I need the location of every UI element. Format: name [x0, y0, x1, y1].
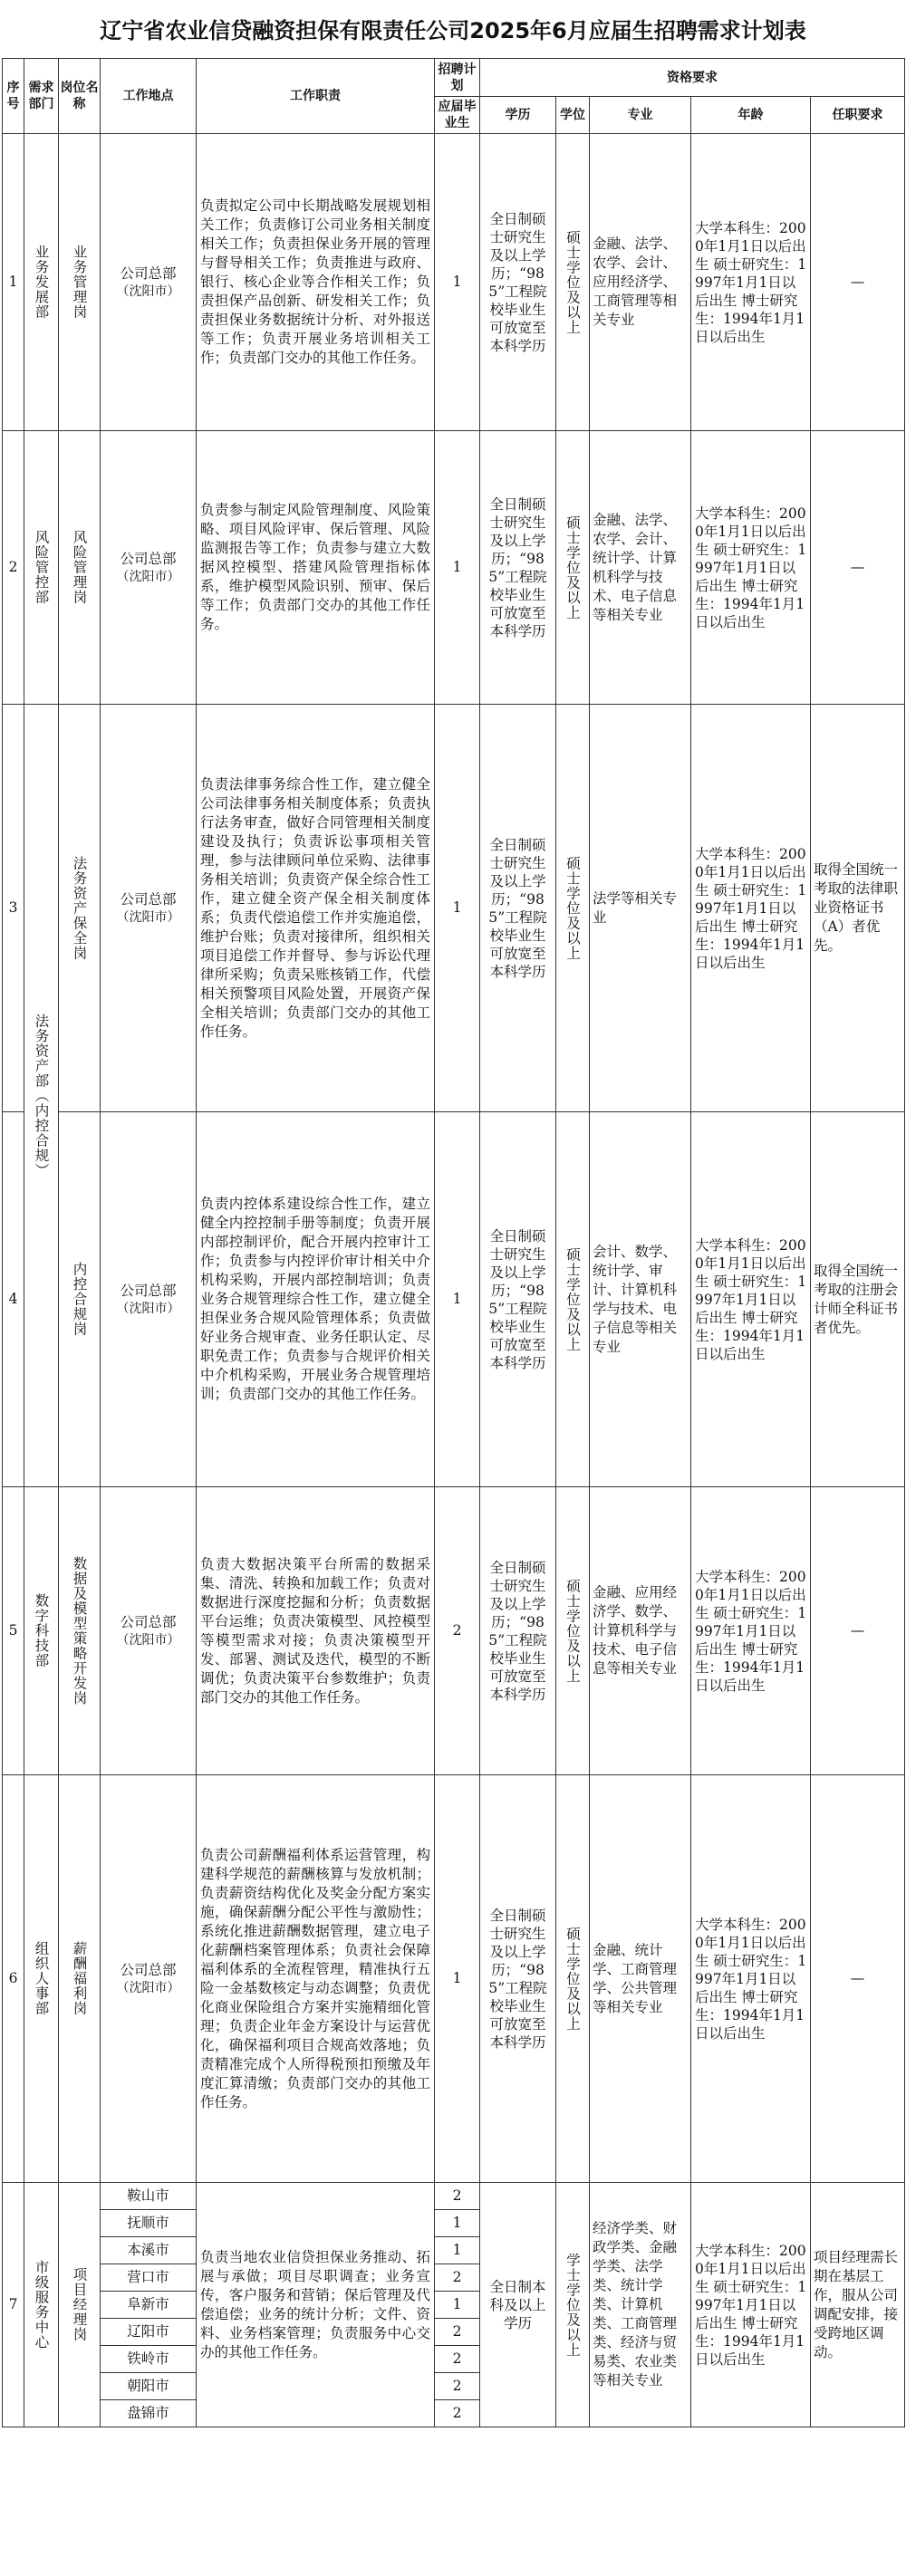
table-row	[3, 1775, 905, 2183]
row-count: 1	[435, 134, 480, 431]
city-count: 2	[435, 2183, 480, 2210]
location-sub: （沈阳市）	[116, 569, 180, 584]
row-seq: 1	[3, 134, 24, 431]
header-plan: 招聘计划	[435, 59, 480, 97]
header-post: 岗位名称	[59, 59, 101, 134]
row-req: 取得全国统一考取的注册会计师全科证书者优先。	[811, 1112, 905, 1487]
header-age: 年龄	[691, 97, 811, 134]
row-dept: 业务发展部	[33, 245, 50, 320]
row-degree: 硕士学位及以上	[564, 1578, 581, 1684]
row-post: 内控合规岗	[71, 1262, 88, 1337]
city-count: 2	[435, 2319, 480, 2346]
header-edu: 学历	[480, 97, 556, 134]
city-name: 鞍山市	[101, 2183, 197, 2210]
location-main: 公司总部	[120, 550, 177, 567]
header-qual: 资格要求	[480, 59, 905, 97]
city-name: 铁岭市	[101, 2346, 197, 2373]
row-seq: 5	[3, 1487, 24, 1775]
row-count: 1	[435, 705, 480, 1112]
header-duty: 工作职责	[197, 59, 435, 134]
row-major: 金融、法学、农学、会计、统计学、计算机科学与技术、电子信息等相关专业	[590, 431, 691, 705]
table-row	[3, 1487, 905, 1775]
row-dept: 风险管控部	[33, 530, 50, 605]
row-edu: 全日制硕士研究生及以上学历；“985”工程院校毕业生可放宽至本科学历	[480, 431, 556, 705]
page-title: 辽宁省农业信贷融资担保有限责任公司2025年6月应届生招聘需求计划表	[100, 18, 806, 43]
row-major: 会计、数学、统计学、审计、计算机科学与技术、电子信息等相关专业	[590, 1112, 691, 1487]
row-location	[101, 1112, 197, 1487]
location-main: 公司总部	[120, 1613, 177, 1630]
location-sub: （沈阳市）	[116, 909, 180, 925]
header-req: 任职要求	[811, 97, 905, 134]
row-degree: 硕士学位及以上	[564, 514, 581, 620]
header-row-1	[3, 59, 905, 97]
row-duty: 负责拟定公司中长期战略发展规划相关工作；负责修订公司业务相关制度相关工作；负责担保业务开展的管理与督导相关工作；负责推进与政府、银行、核心企业等合作相关工作；负责担保产品创新、研发相关工作；负责担保业务数据统计分析、对外报送等工作；负责开展业务培训相关工作；负责部门交办的其他工作任务。	[197, 134, 435, 431]
row-duty: 负责当地农业信贷担保业务推动、拓展与承做；项目尽职调查；业务宣传，客户服务和营销；保后管理及代偿追偿；业务的统计分析；文件、资料、业务档案管理；负责服务中心交办的其他工作任务。	[197, 2183, 435, 2427]
row-post: 项目经理岗	[71, 2267, 88, 2342]
city-name: 辽阳市	[101, 2319, 197, 2346]
header-plan-sub: 应届毕业生	[435, 97, 480, 134]
table-row	[3, 1112, 905, 1487]
row-age: 大学本科生：2000年1月1日以后出生 硕士研究生：1997年1月1日以后出生 博士研究生：1994年1月1日以后出生	[691, 1112, 811, 1487]
city-count: 1	[435, 2237, 480, 2264]
location-main: 公司总部	[120, 264, 177, 282]
row-degree: 硕士学位及以上	[564, 855, 581, 961]
row-seq: 6	[3, 1775, 24, 2183]
row-age: 大学本科生：2000年1月1日以后出生 硕士研究生：1997年1月1日以后出生 博士研究生：1994年1月1日以后出生	[691, 705, 811, 1112]
row-seq: 3	[3, 705, 24, 1112]
table-row	[3, 134, 905, 431]
row-dept: 法务资产部（内控合规）	[33, 1013, 50, 1178]
row-req: 项目经理需长期在基层工作，服从公司调配安排，接受跨地区调动。	[811, 2183, 905, 2427]
location-main: 公司总部	[120, 890, 177, 908]
row-major: 金融、应用经济学、数学、计算机科学与技术、电子信息等相关专业	[590, 1487, 691, 1775]
table-row	[3, 705, 905, 1112]
row-count: 1	[435, 431, 480, 705]
row-req: 取得全国统一考取的法律职业资格证书（A）者优先。	[811, 705, 905, 1112]
row-post: 风险管理岗	[71, 530, 88, 605]
row-edu: 全日制硕士研究生及以上学历；“985”工程院校毕业生可放宽至本科学历	[480, 134, 556, 431]
row-count: 1	[435, 1112, 480, 1487]
row-seq: 2	[3, 431, 24, 705]
location-sub: （沈阳市）	[116, 284, 180, 299]
row-degree: 学士学位及以上	[564, 2252, 581, 2358]
row-edu: 全日制硕士研究生及以上学历；“985”工程院校毕业生可放宽至本科学历	[480, 1487, 556, 1775]
row-major: 经济学类、财政学类、金融学类、法学类、统计学类、计算机类、工商管理类、经济与贸易类、农业类等相关专业	[590, 2183, 691, 2427]
row-location	[101, 1775, 197, 2183]
row-req: —	[811, 1487, 905, 1775]
row-location	[101, 134, 197, 431]
row-count: 2	[435, 1487, 480, 1775]
row-post: 数据及模型策略开发岗	[71, 1556, 88, 1706]
row-edu: 全日制硕士研究生及以上学历；“985”工程院校毕业生可放宽至本科学历	[480, 1775, 556, 2183]
row-post: 业务管理岗	[71, 245, 88, 320]
location-main: 公司总部	[120, 1282, 177, 1299]
city-count: 1	[435, 2292, 480, 2319]
row-req: —	[811, 134, 905, 431]
city-name: 抚顺市	[101, 2210, 197, 2237]
city-name: 本溪市	[101, 2237, 197, 2264]
city-name: 盘锦市	[101, 2400, 197, 2427]
row-post: 法务资产保全岗	[71, 855, 88, 961]
table-row	[3, 2183, 905, 2210]
row-degree: 硕士学位及以上	[564, 1246, 581, 1352]
city-count: 2	[435, 2400, 480, 2427]
row-age: 大学本科生：2000年1月1日以后出生 硕士研究生：1997年1月1日以后出生 博士研究生：1994年1月1日以后出生	[691, 2183, 811, 2427]
row-major: 金融、统计学、工商管理学、公共管理等相关专业	[590, 1775, 691, 2183]
row-degree: 硕士学位及以上	[564, 229, 581, 335]
header-major: 专业	[590, 97, 691, 134]
row-location	[101, 431, 197, 705]
city-count: 2	[435, 2264, 480, 2292]
header-location: 工作地点	[101, 59, 197, 134]
row-location	[101, 1487, 197, 1775]
row-dept: 数字科技部	[33, 1593, 50, 1668]
recruitment-table	[2, 58, 905, 2427]
row-dept: 市级服务中心	[33, 2260, 50, 2350]
row-duty: 负责公司薪酬福利体系运营管理，构建科学规范的薪酬核算与发放机制；负责薪资结构优化及奖金分配方案实施，确保薪酬分配公平性与激励性；系统化推进薪酬数据管理，建立电子化薪酬档案管理体系；负责社会保障福利体系的全流程管理，精准执行五险一金基数核定与动态调整；负责优化商业保险组合方案并实施精细化管理；负责企业年金方案设计与运营优化，确保福利项目合规高效落地；负责精准完成个人所得税预扣预缴及年度汇算清缴；负责部门交办的其他工作任务。	[197, 1775, 435, 2183]
table-row	[3, 431, 905, 705]
row-age: 大学本科生：2000年1月1日以后出生 硕士研究生：1997年1月1日以后出生 博士研究生：1994年1月1日以后出生	[691, 1487, 811, 1775]
location-sub: （沈阳市）	[116, 1301, 180, 1316]
row-seq: 4	[3, 1112, 24, 1487]
location-sub: （沈阳市）	[116, 1980, 180, 1995]
row-major: 金融、法学、农学、会计、应用经济学、工商管理等相关专业	[590, 134, 691, 431]
row-edu: 全日制硕士研究生及以上学历；“985”工程院校毕业生可放宽至本科学历	[480, 1112, 556, 1487]
row-duty: 负责大数据决策平台所需的数据采集、清洗、转换和加载工作；负责对数据进行深度挖掘和分析；负责数据平台运维；负责决策模型、风控模型等模型需求对接；负责决策模型开发、部署、测试及迭代，模型的不断调优；负责决策平台参数维护；负责部门交办的其他工作任务。	[197, 1487, 435, 1775]
header-seq: 序号	[3, 59, 24, 134]
location-sub: （沈阳市）	[116, 1632, 180, 1648]
row-edu: 全日制本科及以上学历	[480, 2183, 556, 2427]
row-seq: 7	[3, 2183, 24, 2427]
row-age: 大学本科生：2000年1月1日以后出生 硕士研究生：1997年1月1日以后出生 博士研究生：1994年1月1日以后出生	[691, 431, 811, 705]
city-name: 营口市	[101, 2264, 197, 2292]
row-edu: 全日制硕士研究生及以上学历；“985”工程院校毕业生可放宽至本科学历	[480, 705, 556, 1112]
row-req: —	[811, 431, 905, 705]
row-age: 大学本科生：2000年1月1日以后出生 硕士研究生：1997年1月1日以后出生 博士研究生：1994年1月1日以后出生	[691, 1775, 811, 2183]
row-location	[101, 705, 197, 1112]
row-req: —	[811, 1775, 905, 2183]
city-count: 2	[435, 2346, 480, 2373]
city-name: 朝阳市	[101, 2373, 197, 2400]
city-count: 1	[435, 2210, 480, 2237]
location-main: 公司总部	[120, 1961, 177, 1978]
header-dept: 需求部门	[24, 59, 59, 134]
row-degree: 硕士学位及以上	[564, 1926, 581, 2032]
row-duty: 负责内控体系建设综合性工作，建立健全内控控制手册等制度；负责开展内部控制评价，配合开展内控审计工作；负责参与内控评价审计相关中介机构采购，开展内部控制培训；负责业务合规管理综合性工作，建立健全担保业务合规风险管理体系；负责做好业务合规审查、业务任职认定、尽职免责工作；负责参与合规评价相关中介机构采购，开展业务合规管理培训；负责部门交办的其他工作任务。	[197, 1112, 435, 1487]
row-duty: 负责法律事务综合性工作，建立健全公司法律事务相关制度体系；负责执行法务审查，做好合同管理相关制度建设及执行；负责诉讼事项相关管理，参与法律顾问单位采购、法律事务相关培训；负责资产保全综合性工作，建立健全资产保全相关制度体系；负责代偿追偿工作并实施追偿，维护台账；负责对接律所，组织相关项目追偿工作并督导、参与诉讼代理律所采购；负责呆账核销工作，代偿相关预警项目风险处置，开展资产保全相关培训；负责部门交办的其他工作任务。	[197, 705, 435, 1112]
row-dept: 组织人事部	[33, 1941, 50, 2016]
row-duty: 负责参与制定风险管理制度、风险策略、项目风险评审、保后管理、风险监测报告等工作；负责参与建立大数据风控模型、搭建风险管理指标体系，维护模型风险识别、预审、保后等工作；负责部门交办的其他工作任务。	[197, 431, 435, 705]
city-name: 阜新市	[101, 2292, 197, 2319]
row-major: 法学等相关专业	[590, 705, 691, 1112]
row-count: 1	[435, 1775, 480, 2183]
row-post: 薪酬福利岗	[71, 1941, 88, 2016]
city-count: 2	[435, 2373, 480, 2400]
row-age: 大学本科生：2000年1月1日以后出生 硕士研究生：1997年1月1日以后出生 博士研究生：1994年1月1日以后出生	[691, 134, 811, 431]
header-degree: 学位	[556, 97, 590, 134]
